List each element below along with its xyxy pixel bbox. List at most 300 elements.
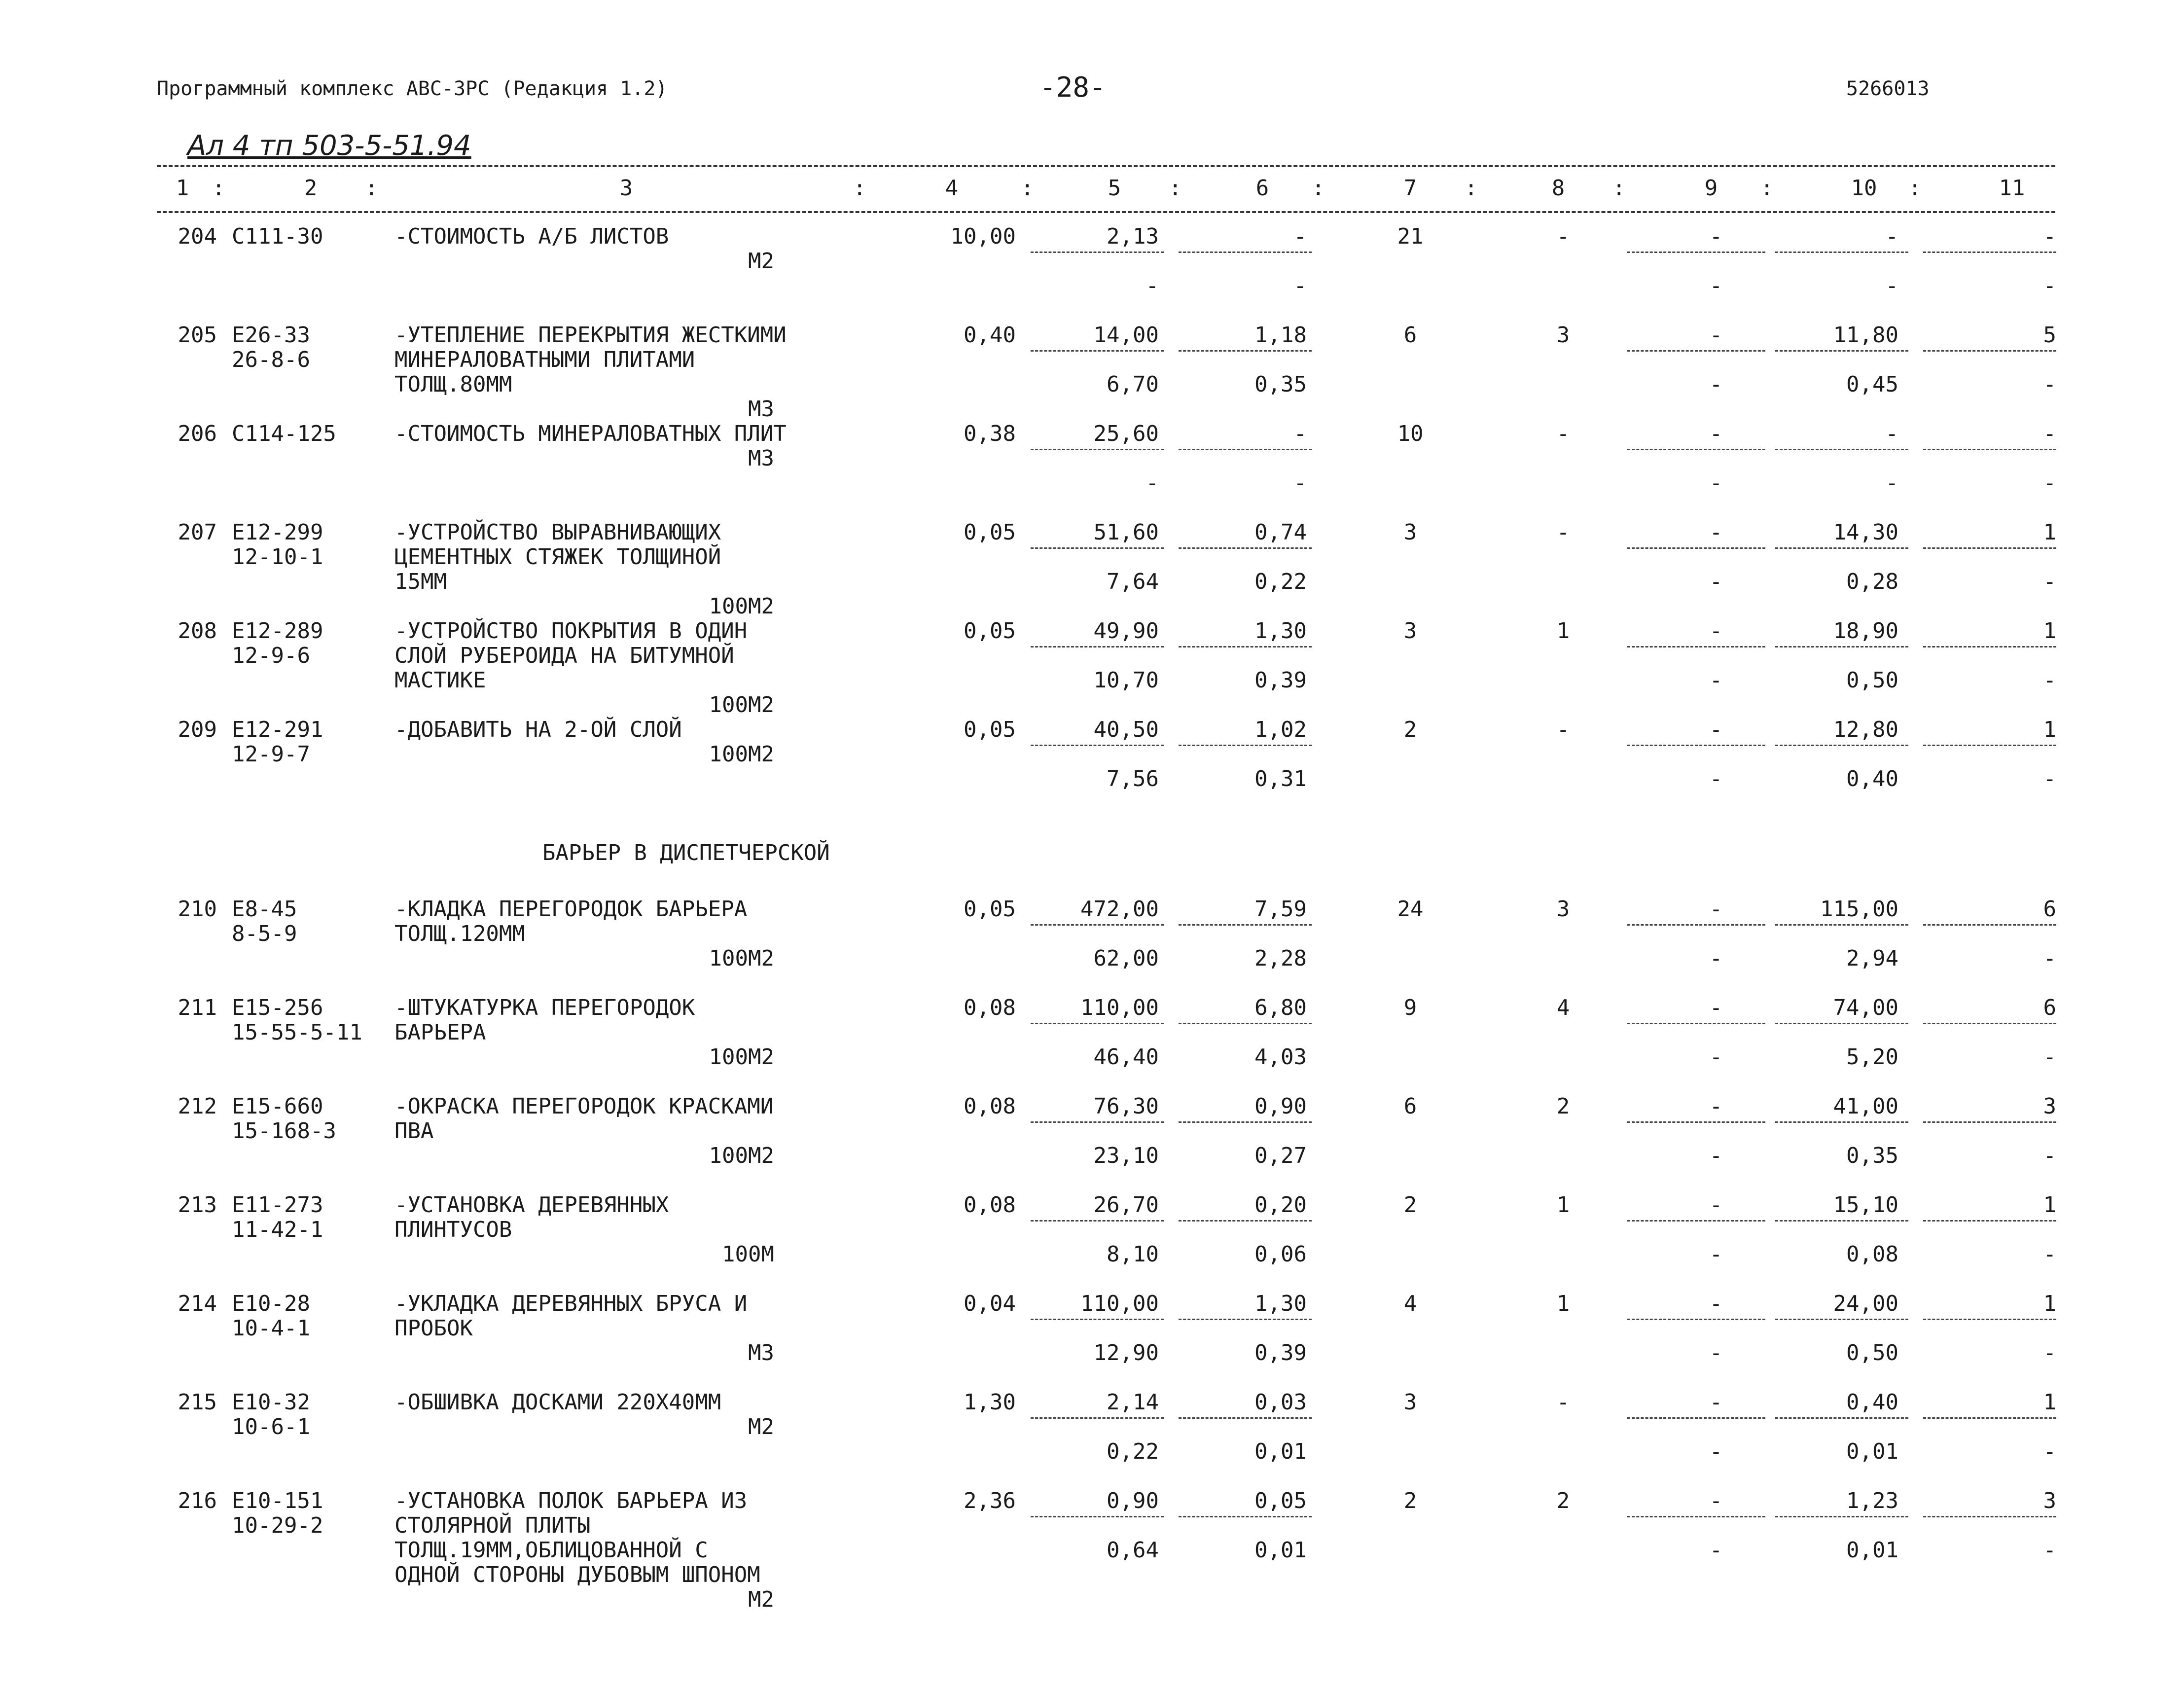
unit: 100М2 xyxy=(709,1044,774,1070)
cell-divider xyxy=(1179,1023,1312,1024)
work-description: -УСТРОЙСТВО ВЫРАВНИВАЮЩИХ xyxy=(394,520,721,545)
col6-subvalue: 0,39 xyxy=(1254,668,1307,693)
col9-value: - xyxy=(1709,224,1723,249)
col6-value: 1,02 xyxy=(1254,717,1307,742)
cell-divider xyxy=(1031,745,1164,746)
work-description: -УКЛАДКА ДЕРЕВЯННЫХ БРУСА И xyxy=(394,1291,748,1316)
norm-code: Е15-660 xyxy=(232,1094,323,1119)
col5-subvalue: 0,22 xyxy=(1107,1439,1159,1464)
col6-subvalue: 0,27 xyxy=(1254,1143,1307,1168)
row-number: 213 xyxy=(178,1192,217,1218)
norm-code: Е11-273 xyxy=(232,1192,323,1218)
cell-divider xyxy=(1031,1319,1164,1320)
col7-value: 6 xyxy=(1403,1094,1417,1119)
col7-value: 24 xyxy=(1397,897,1424,922)
row-number: 211 xyxy=(178,995,217,1020)
work-description: ПЛИНТУСОВ xyxy=(394,1217,512,1242)
norm-code: Е12-289 xyxy=(232,618,323,644)
col5-subvalue: 0,64 xyxy=(1107,1538,1159,1563)
col7-value: 9 xyxy=(1403,995,1417,1020)
col10-value: - xyxy=(1885,224,1898,249)
col5-value: 76,30 xyxy=(1093,1094,1159,1119)
col4-value: 0,08 xyxy=(964,995,1016,1020)
col8-value: - xyxy=(1556,1390,1570,1415)
col6-subvalue: 0,31 xyxy=(1254,766,1307,791)
col7-value: 3 xyxy=(1403,618,1417,644)
col10-subvalue: - xyxy=(1885,273,1898,298)
table-top-rule xyxy=(157,165,2055,167)
col9-subvalue: - xyxy=(1709,1538,1723,1563)
col10-value: 18,90 xyxy=(1833,618,1898,644)
cell-divider xyxy=(1627,646,1765,647)
unit: М3 xyxy=(748,396,774,422)
column-separator: : xyxy=(1465,176,1478,201)
unit: 100М2 xyxy=(709,742,774,767)
col6-value: 0,74 xyxy=(1254,520,1307,545)
work-description: -СТОИМОСТЬ А/Б ЛИСТОВ xyxy=(394,224,669,249)
col7-value: 4 xyxy=(1403,1291,1417,1316)
col5-subvalue: 10,70 xyxy=(1093,668,1159,693)
col8-value: - xyxy=(1556,717,1570,742)
col11-value: 3 xyxy=(2043,1094,2056,1119)
norm-code: 10-6-1 xyxy=(232,1414,310,1439)
col11-value: 1 xyxy=(2043,618,2056,644)
work-description: СТОЛЯРНОЙ ПЛИТЫ xyxy=(394,1513,591,1538)
col4-value: 0,08 xyxy=(964,1192,1016,1218)
norm-code: 15-168-3 xyxy=(232,1118,336,1144)
col5-subvalue: 12,90 xyxy=(1093,1340,1159,1366)
col6-value: - xyxy=(1293,224,1307,249)
col5-subvalue: 6,70 xyxy=(1107,372,1159,397)
work-description: ТОЛЩ.19ММ,ОБЛИЦОВАННОЙ С xyxy=(394,1538,708,1563)
col4-value: 10,00 xyxy=(950,224,1016,249)
cell-divider xyxy=(1179,1220,1312,1222)
cell-divider xyxy=(1179,924,1312,926)
col9-subvalue: - xyxy=(1709,668,1723,693)
norm-code: 8-5-9 xyxy=(232,921,297,946)
col5-subvalue: 7,64 xyxy=(1107,569,1159,594)
col6-subvalue: 0,06 xyxy=(1254,1242,1307,1267)
cell-divider xyxy=(1031,547,1164,549)
row-number: 207 xyxy=(178,520,217,545)
col8-value: 1 xyxy=(1556,1192,1570,1218)
column-number: 8 xyxy=(1551,176,1565,201)
col4-value: 2,36 xyxy=(964,1488,1016,1513)
work-description: ОДНОЙ СТОРОНЫ ДУБОВЫМ ШПОНОМ xyxy=(394,1562,760,1587)
work-description: МИНЕРАЛОВАТНЫМИ ПЛИТАМИ xyxy=(394,347,695,372)
col10-subvalue: 0,01 xyxy=(1846,1439,1898,1464)
col9-value: - xyxy=(1709,618,1723,644)
column-number: 11 xyxy=(1999,176,2025,201)
cell-divider xyxy=(1031,1220,1164,1222)
col5-value: 14,00 xyxy=(1093,323,1159,348)
cell-divider xyxy=(1923,1319,2056,1320)
col5-value: 51,60 xyxy=(1093,520,1159,545)
col8-value: - xyxy=(1556,520,1570,545)
cell-divider xyxy=(1775,449,1908,450)
cell-divider xyxy=(1627,1121,1765,1123)
col6-subvalue: 2,28 xyxy=(1254,946,1307,971)
cell-divider xyxy=(1031,350,1164,352)
col8-value: - xyxy=(1556,224,1570,249)
column-separator: : xyxy=(365,176,378,201)
cell-divider xyxy=(1775,1516,1908,1517)
col11-value: 6 xyxy=(2043,897,2056,922)
cell-divider xyxy=(1775,1023,1908,1024)
col6-subvalue: 0,39 xyxy=(1254,1340,1307,1366)
table-header-rule xyxy=(157,211,2055,213)
column-separator: : xyxy=(1908,176,1922,201)
unit: М2 xyxy=(748,1587,774,1612)
col6-subvalue: 0,01 xyxy=(1254,1538,1307,1563)
col8-value: 2 xyxy=(1556,1094,1570,1119)
col10-subvalue: 0,50 xyxy=(1846,1340,1898,1366)
col11-subvalue: - xyxy=(2043,569,2056,594)
cell-divider xyxy=(1627,1417,1765,1419)
row-number: 212 xyxy=(178,1094,217,1119)
col10-subvalue: 0,45 xyxy=(1846,372,1898,397)
cell-divider xyxy=(1775,646,1908,647)
cell-divider xyxy=(1923,1220,2056,1222)
col11-subvalue: - xyxy=(2043,1044,2056,1070)
col10-subvalue: 2,94 xyxy=(1846,946,1898,971)
col10-subvalue: 0,28 xyxy=(1846,569,1898,594)
col6-subvalue: - xyxy=(1293,470,1307,496)
col6-subvalue: - xyxy=(1293,273,1307,298)
norm-code: 10-4-1 xyxy=(232,1316,310,1341)
work-description: -УСТАНОВКА ДЕРЕВЯННЫХ xyxy=(394,1192,669,1218)
cell-divider xyxy=(1923,924,2056,926)
work-description: ТОЛЩ.80ММ xyxy=(394,372,512,397)
row-number: 208 xyxy=(178,618,217,644)
col11-subvalue: - xyxy=(2043,372,2056,397)
col9-subvalue: - xyxy=(1709,766,1723,791)
work-description: ПВА xyxy=(394,1118,434,1144)
col11-value: - xyxy=(2043,421,2056,446)
col11-value: 3 xyxy=(2043,1488,2056,1513)
norm-code: Е10-32 xyxy=(232,1390,310,1415)
page-number: -28- xyxy=(1039,72,1106,104)
unit: 100М2 xyxy=(709,946,774,971)
cell-divider xyxy=(1179,1417,1312,1419)
col10-subvalue: 0,35 xyxy=(1846,1143,1898,1168)
cell-divider xyxy=(1923,745,2056,746)
cell-divider xyxy=(1923,1023,2056,1024)
col6-subvalue: 0,01 xyxy=(1254,1439,1307,1464)
col6-subvalue: 0,22 xyxy=(1254,569,1307,594)
norm-code: 10-29-2 xyxy=(232,1513,323,1538)
column-number: 10 xyxy=(1851,176,1877,201)
col4-value: 1,30 xyxy=(964,1390,1016,1415)
unit: 100М xyxy=(722,1242,774,1267)
col7-value: 10 xyxy=(1397,421,1424,446)
col7-value: 2 xyxy=(1403,1488,1417,1513)
column-number: 9 xyxy=(1704,176,1718,201)
col5-value: 0,90 xyxy=(1107,1488,1159,1513)
col9-subvalue: - xyxy=(1709,1044,1723,1070)
cell-divider xyxy=(1031,449,1164,450)
col11-value: 1 xyxy=(2043,717,2056,742)
col6-value: 7,59 xyxy=(1254,897,1307,922)
cell-divider xyxy=(1179,252,1312,253)
cell-divider xyxy=(1179,1319,1312,1320)
col10-value: 74,00 xyxy=(1833,995,1898,1020)
row-number: 214 xyxy=(178,1291,217,1316)
col9-value: - xyxy=(1709,1094,1723,1119)
norm-code: С114-125 xyxy=(232,421,336,446)
col6-subvalue: 4,03 xyxy=(1254,1044,1307,1070)
col4-value: 0,40 xyxy=(964,323,1016,348)
col7-value: 21 xyxy=(1397,224,1424,249)
cell-divider xyxy=(1179,449,1312,450)
col9-subvalue: - xyxy=(1709,1242,1723,1267)
norm-code: 15-55-5-11 xyxy=(232,1020,362,1045)
col8-value: 3 xyxy=(1556,323,1570,348)
work-description: -ДОБАВИТЬ НА 2-ОЙ СЛОЙ xyxy=(394,717,682,742)
col7-value: 6 xyxy=(1403,323,1417,348)
col7-value: 2 xyxy=(1403,1192,1417,1218)
col11-subvalue: - xyxy=(2043,766,2056,791)
col11-value: 6 xyxy=(2043,995,2056,1020)
column-number: 4 xyxy=(945,176,959,201)
row-number: 204 xyxy=(178,224,217,249)
cell-divider xyxy=(1179,646,1312,647)
column-number: 7 xyxy=(1403,176,1417,201)
column-number: 2 xyxy=(304,176,318,201)
col6-value: 0,20 xyxy=(1254,1192,1307,1218)
cell-divider xyxy=(1775,350,1908,352)
col6-value: 1,18 xyxy=(1254,323,1307,348)
cell-divider xyxy=(1627,924,1765,926)
col4-value: 0,05 xyxy=(964,618,1016,644)
col10-value: 12,80 xyxy=(1833,717,1898,742)
col11-subvalue: - xyxy=(2043,470,2056,496)
col9-subvalue: - xyxy=(1709,470,1723,496)
norm-code: Е12-291 xyxy=(232,717,323,742)
col10-value: 1,23 xyxy=(1846,1488,1898,1513)
col6-value: 6,80 xyxy=(1254,995,1307,1020)
col9-value: - xyxy=(1709,323,1723,348)
work-description: -УСТАНОВКА ПОЛОК БАРЬЕРА ИЗ xyxy=(394,1488,748,1513)
col10-subvalue: 5,20 xyxy=(1846,1044,1898,1070)
column-separator: : xyxy=(1612,176,1626,201)
col6-value: 0,05 xyxy=(1254,1488,1307,1513)
col9-value: - xyxy=(1709,1192,1723,1218)
col11-subvalue: - xyxy=(2043,668,2056,693)
cell-divider xyxy=(1627,1023,1765,1024)
cell-divider xyxy=(1923,449,2056,450)
work-description: ТОЛЩ.120ММ xyxy=(394,921,525,946)
col9-subvalue: - xyxy=(1709,1340,1723,1366)
unit: 100М2 xyxy=(709,1143,774,1168)
col9-value: - xyxy=(1709,421,1723,446)
cell-divider xyxy=(1923,1516,2056,1517)
column-separator: : xyxy=(212,176,225,201)
cell-divider xyxy=(1923,1121,2056,1123)
col4-value: 0,05 xyxy=(964,717,1016,742)
col5-value: 110,00 xyxy=(1080,995,1159,1020)
column-separator: : xyxy=(1760,176,1774,201)
work-description: 15ММ xyxy=(394,569,447,594)
cell-divider xyxy=(1179,350,1312,352)
col10-value: 41,00 xyxy=(1833,1094,1898,1119)
cell-divider xyxy=(1775,1121,1908,1123)
col6-value: 0,03 xyxy=(1254,1390,1307,1415)
col5-value: 2,14 xyxy=(1107,1390,1159,1415)
col8-value: 4 xyxy=(1556,995,1570,1020)
work-description: БАРЬЕРА xyxy=(394,1020,486,1045)
column-number: 6 xyxy=(1255,176,1269,201)
col9-subvalue: - xyxy=(1709,1439,1723,1464)
cell-divider xyxy=(1775,1319,1908,1320)
cell-divider xyxy=(1775,924,1908,926)
cell-divider xyxy=(1627,547,1765,549)
col4-value: 0,04 xyxy=(964,1291,1016,1316)
col9-subvalue: - xyxy=(1709,1143,1723,1168)
norm-code: 12-9-7 xyxy=(232,742,310,767)
col5-value: 472,00 xyxy=(1080,897,1159,922)
document-code: 5266013 xyxy=(1846,77,1930,100)
cell-divider xyxy=(1627,745,1765,746)
col10-value: 11,80 xyxy=(1833,323,1898,348)
col7-value: 3 xyxy=(1403,1390,1417,1415)
col7-value: 2 xyxy=(1403,717,1417,742)
col11-subvalue: - xyxy=(2043,1143,2056,1168)
col10-subvalue: 0,08 xyxy=(1846,1242,1898,1267)
cell-divider xyxy=(1775,745,1908,746)
row-number: 215 xyxy=(178,1390,217,1415)
norm-code: С111-30 xyxy=(232,224,323,249)
cell-divider xyxy=(1179,547,1312,549)
col11-value: - xyxy=(2043,224,2056,249)
col11-subvalue: - xyxy=(2043,946,2056,971)
col9-value: - xyxy=(1709,897,1723,922)
work-description: -ОКРАСКА ПЕРЕГОРОДОК КРАСКАМИ xyxy=(394,1094,774,1119)
cell-divider xyxy=(1179,1121,1312,1123)
col11-subvalue: - xyxy=(2043,1439,2056,1464)
col10-value: 0,40 xyxy=(1846,1390,1898,1415)
cell-divider xyxy=(1923,1417,2056,1419)
unit: 100М2 xyxy=(709,594,774,619)
col5-value: 40,50 xyxy=(1093,717,1159,742)
col10-subvalue: 0,01 xyxy=(1846,1538,1898,1563)
column-separator: : xyxy=(853,176,866,201)
cell-divider xyxy=(1923,646,2056,647)
column-number: 1 xyxy=(176,176,189,201)
cell-divider xyxy=(1627,1220,1765,1222)
norm-code: 12-10-1 xyxy=(232,544,323,570)
col11-subvalue: - xyxy=(2043,273,2056,298)
cell-divider xyxy=(1923,350,2056,352)
norm-code: Е26-33 xyxy=(232,323,310,348)
cell-divider xyxy=(1627,350,1765,352)
cell-divider xyxy=(1627,449,1765,450)
column-number: 3 xyxy=(619,176,633,201)
unit: М3 xyxy=(748,1340,774,1366)
col9-value: - xyxy=(1709,520,1723,545)
column-separator: : xyxy=(1312,176,1325,201)
work-description: ПРОБОК xyxy=(394,1316,473,1341)
col9-value: - xyxy=(1709,1390,1723,1415)
col10-subvalue: - xyxy=(1885,470,1898,496)
col4-value: 0,08 xyxy=(964,1094,1016,1119)
col5-subvalue: - xyxy=(1146,470,1159,496)
norm-code: Е15-256 xyxy=(232,995,323,1020)
cell-divider xyxy=(1923,547,2056,549)
col9-subvalue: - xyxy=(1709,372,1723,397)
col11-value: 1 xyxy=(2043,520,2056,545)
cell-divider xyxy=(1775,547,1908,549)
cell-divider xyxy=(1031,1516,1164,1517)
col6-value: 1,30 xyxy=(1254,618,1307,644)
col9-value: - xyxy=(1709,1291,1723,1316)
column-separator: : xyxy=(1169,176,1182,201)
cell-divider xyxy=(1031,924,1164,926)
col4-value: 0,05 xyxy=(964,520,1016,545)
work-description: -ШТУКАТУРКА ПЕРЕГОРОДОК xyxy=(394,995,695,1020)
cell-divider xyxy=(1031,1023,1164,1024)
col9-value: - xyxy=(1709,717,1723,742)
cell-divider xyxy=(1179,745,1312,746)
cell-divider xyxy=(1775,1417,1908,1419)
cell-divider xyxy=(1775,252,1908,253)
col11-subvalue: - xyxy=(2043,1538,2056,1563)
col8-value: - xyxy=(1556,421,1570,446)
col9-subvalue: - xyxy=(1709,273,1723,298)
col5-subvalue: 62,00 xyxy=(1093,946,1159,971)
cell-divider xyxy=(1627,1319,1765,1320)
col11-value: 1 xyxy=(2043,1291,2056,1316)
unit: М2 xyxy=(748,249,774,274)
work-description: -УСТРОЙСТВО ПОКРЫТИЯ В ОДИН xyxy=(394,618,748,644)
col10-value: 115,00 xyxy=(1820,897,1898,922)
col11-value: 1 xyxy=(2043,1192,2056,1218)
col11-value: 1 xyxy=(2043,1390,2056,1415)
work-description: -СТОИМОСТЬ МИНЕРАЛОВАТНЫХ ПЛИТ xyxy=(394,421,787,446)
col11-subvalue: - xyxy=(2043,1340,2056,1366)
work-description: -КЛАДКА ПЕРЕГОРОДОК БАРЬЕРА xyxy=(394,897,748,922)
row-number: 205 xyxy=(178,323,217,348)
sheet-mark: Ал 4 тп 503-5-51.94 xyxy=(187,130,471,162)
unit: М2 xyxy=(748,1414,774,1439)
unit: М3 xyxy=(748,446,774,471)
cell-divider xyxy=(1775,1220,1908,1222)
col10-value: 15,10 xyxy=(1833,1192,1898,1218)
norm-code: Е12-299 xyxy=(232,520,323,545)
cell-divider xyxy=(1923,252,2056,253)
col5-subvalue: 8,10 xyxy=(1107,1242,1159,1267)
col5-value: 26,70 xyxy=(1093,1192,1159,1218)
col11-value: 5 xyxy=(2043,323,2056,348)
cell-divider xyxy=(1031,646,1164,647)
work-description: -ОБШИВКА ДОСКАМИ 220Х40ММ xyxy=(394,1390,721,1415)
col5-subvalue: 23,10 xyxy=(1093,1143,1159,1168)
work-description: ЦЕМЕНТНЫХ СТЯЖЕК ТОЛЩИНОЙ xyxy=(394,544,721,570)
work-description: МАСТИКЕ xyxy=(394,668,486,693)
cell-divider xyxy=(1627,1516,1765,1517)
col10-subvalue: 0,50 xyxy=(1846,668,1898,693)
col10-value: - xyxy=(1885,421,1898,446)
column-separator: : xyxy=(1021,176,1034,201)
work-description: СЛОЙ РУБЕРОИДА НА БИТУМНОЙ xyxy=(394,643,734,668)
cell-divider xyxy=(1627,252,1765,253)
col8-value: 1 xyxy=(1556,1291,1570,1316)
col8-value: 3 xyxy=(1556,897,1570,922)
col9-value: - xyxy=(1709,1488,1723,1513)
cell-divider xyxy=(1031,1121,1164,1123)
col4-value: 0,38 xyxy=(964,421,1016,446)
norm-code: Е10-151 xyxy=(232,1488,323,1513)
